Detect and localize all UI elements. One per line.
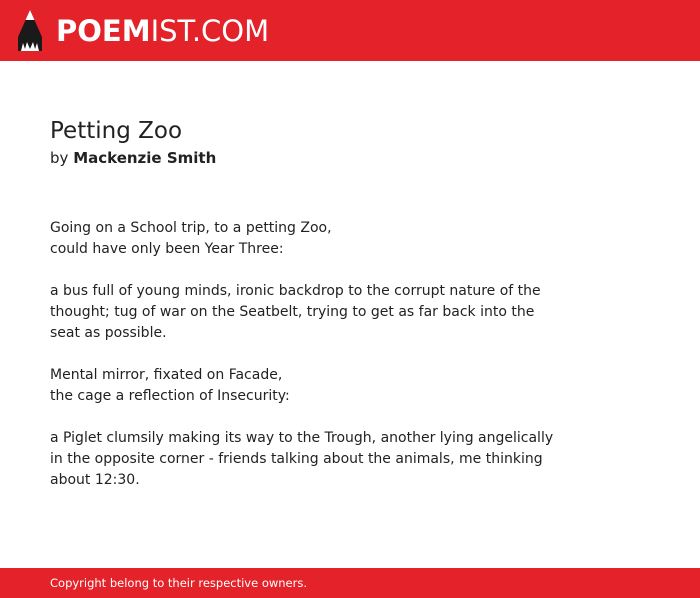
poem-line: Going on a School trip, to a petting Zoo,: [50, 220, 332, 236]
logo-bold-text: POEM: [56, 13, 151, 48]
poem-line: could have only been Year Three:: [50, 241, 284, 257]
poem-body: [50, 218, 554, 491]
poem-stanza: [50, 365, 550, 407]
poem-title: Petting Zoo: [50, 118, 183, 144]
pencil-icon: [18, 10, 42, 51]
poem-stanza: [50, 218, 550, 260]
poem-stanza: [50, 428, 554, 491]
poem-line: a Piglet clumsily making its way to the Trough, another lying angelically: [50, 430, 554, 446]
logo-light-text: IST.COM: [150, 13, 270, 48]
poem-line: seat as possible.: [50, 325, 167, 341]
poem-content: [50, 115, 554, 512]
site-footer: [0, 568, 700, 598]
poem-author: Mackenzie Smith: [73, 149, 217, 167]
by-label: by: [50, 149, 69, 167]
poem-line: Mental mirror, fixated on Facade,: [50, 367, 283, 383]
poem-byline: [50, 147, 550, 169]
poem-line: in the opposite corner - friends talking about the animals, me thinking: [50, 451, 543, 467]
site-logo-link[interactable]: [18, 10, 269, 51]
poem-stanza: [50, 281, 550, 344]
site-logo-text: [56, 11, 269, 51]
poem-line: the cage a reflection of Insecurity:: [50, 388, 290, 404]
poem-line: thought; tug of war on the Seatbelt, trying to get as far back into the: [50, 304, 535, 320]
poem-line: a bus full of young minds, ironic backdrop to the corrupt nature of the: [50, 283, 541, 299]
copyright-text: Copyright belong to their respective owners.: [50, 576, 308, 590]
site-header: [0, 0, 700, 61]
poem-line: about 12:30.: [50, 472, 140, 488]
